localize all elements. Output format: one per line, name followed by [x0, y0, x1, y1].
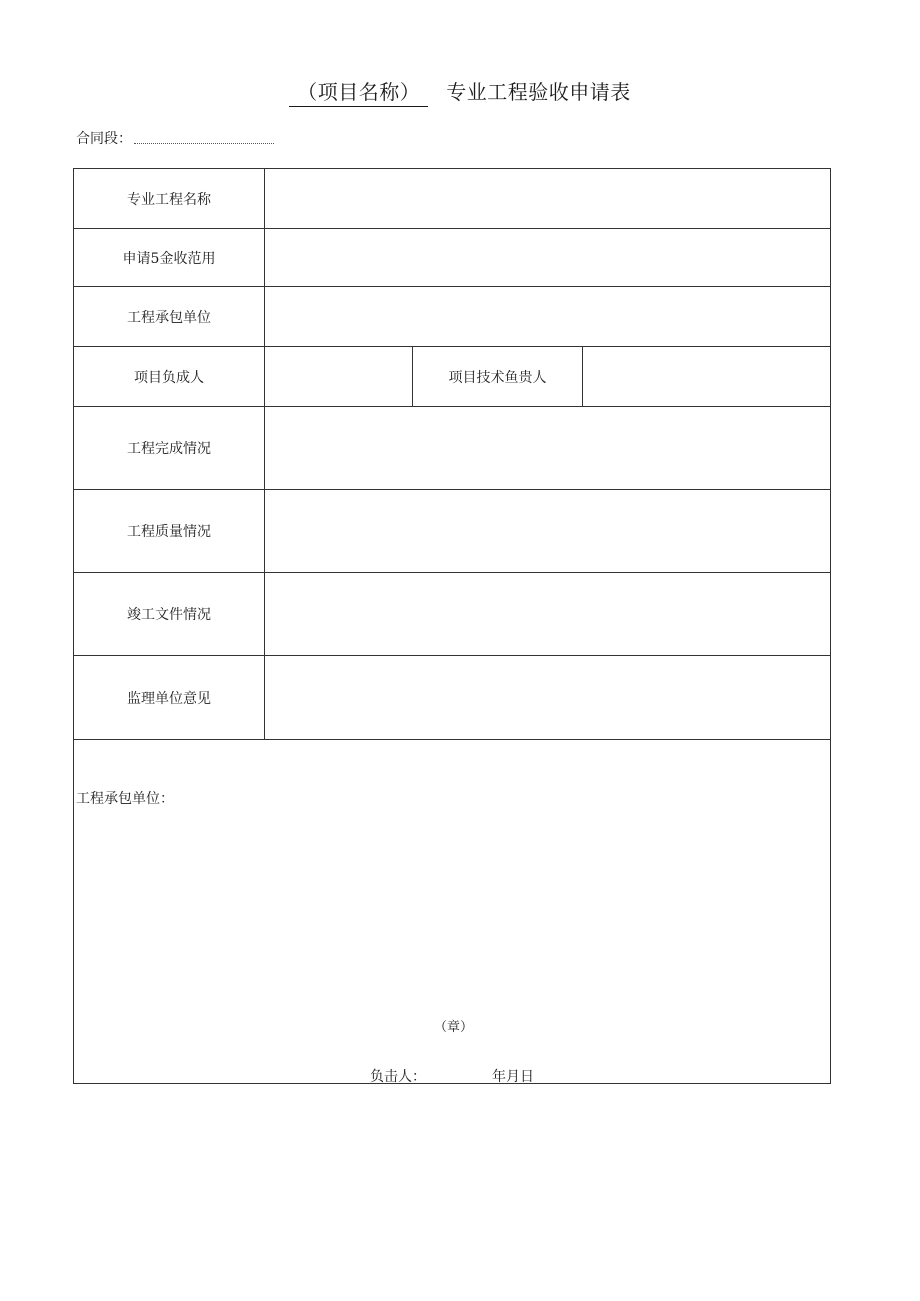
row-label: 申请5金收范用 [74, 229, 265, 286]
signature-section [74, 740, 830, 1083]
seal-label: （章） [434, 1020, 474, 1035]
application-form-table [73, 168, 831, 1084]
row-value[interactable] [265, 169, 830, 228]
table-row [74, 407, 830, 490]
row-value[interactable] [265, 287, 830, 346]
date-label: 年月日 [492, 1069, 534, 1085]
row-label: 工程质量情况 [74, 490, 265, 572]
form-title [0, 76, 920, 107]
row-value[interactable] [265, 229, 830, 286]
row-value[interactable] [265, 407, 830, 489]
contractor-unit-label: 工程承包单位： [76, 791, 174, 807]
row-label: 项目负成人 [74, 347, 265, 406]
row-label: 工程完成情况 [74, 407, 265, 489]
row-value[interactable] [265, 656, 830, 739]
row-label: 监理单位意见 [74, 656, 265, 739]
form-title-text: 专业工程验收申请表 [446, 80, 631, 104]
table-row [74, 347, 830, 407]
responsible-person-label: 负击人： [370, 1069, 426, 1085]
table-row [74, 656, 830, 740]
contract-section [76, 128, 274, 148]
table-row [74, 169, 830, 229]
row-label-secondary: 项目技术鱼贵人 [413, 347, 583, 406]
table-row [74, 229, 830, 287]
table-row [74, 287, 830, 347]
project-name-placeholder: （项目名称） [289, 76, 428, 107]
row-label: 竣工文件情况 [74, 573, 265, 655]
signature-line [370, 1066, 534, 1086]
table-row [74, 573, 830, 656]
row-label: 工程承包单位 [74, 287, 265, 346]
contract-label: 合同段： [76, 131, 132, 147]
row-value[interactable] [265, 490, 830, 572]
table-row [74, 490, 830, 573]
row-value[interactable] [265, 347, 413, 406]
row-label: 专业工程名称 [74, 169, 265, 228]
row-value[interactable] [265, 573, 830, 655]
row-value-secondary[interactable] [583, 347, 830, 406]
contract-input-line[interactable] [134, 142, 274, 144]
